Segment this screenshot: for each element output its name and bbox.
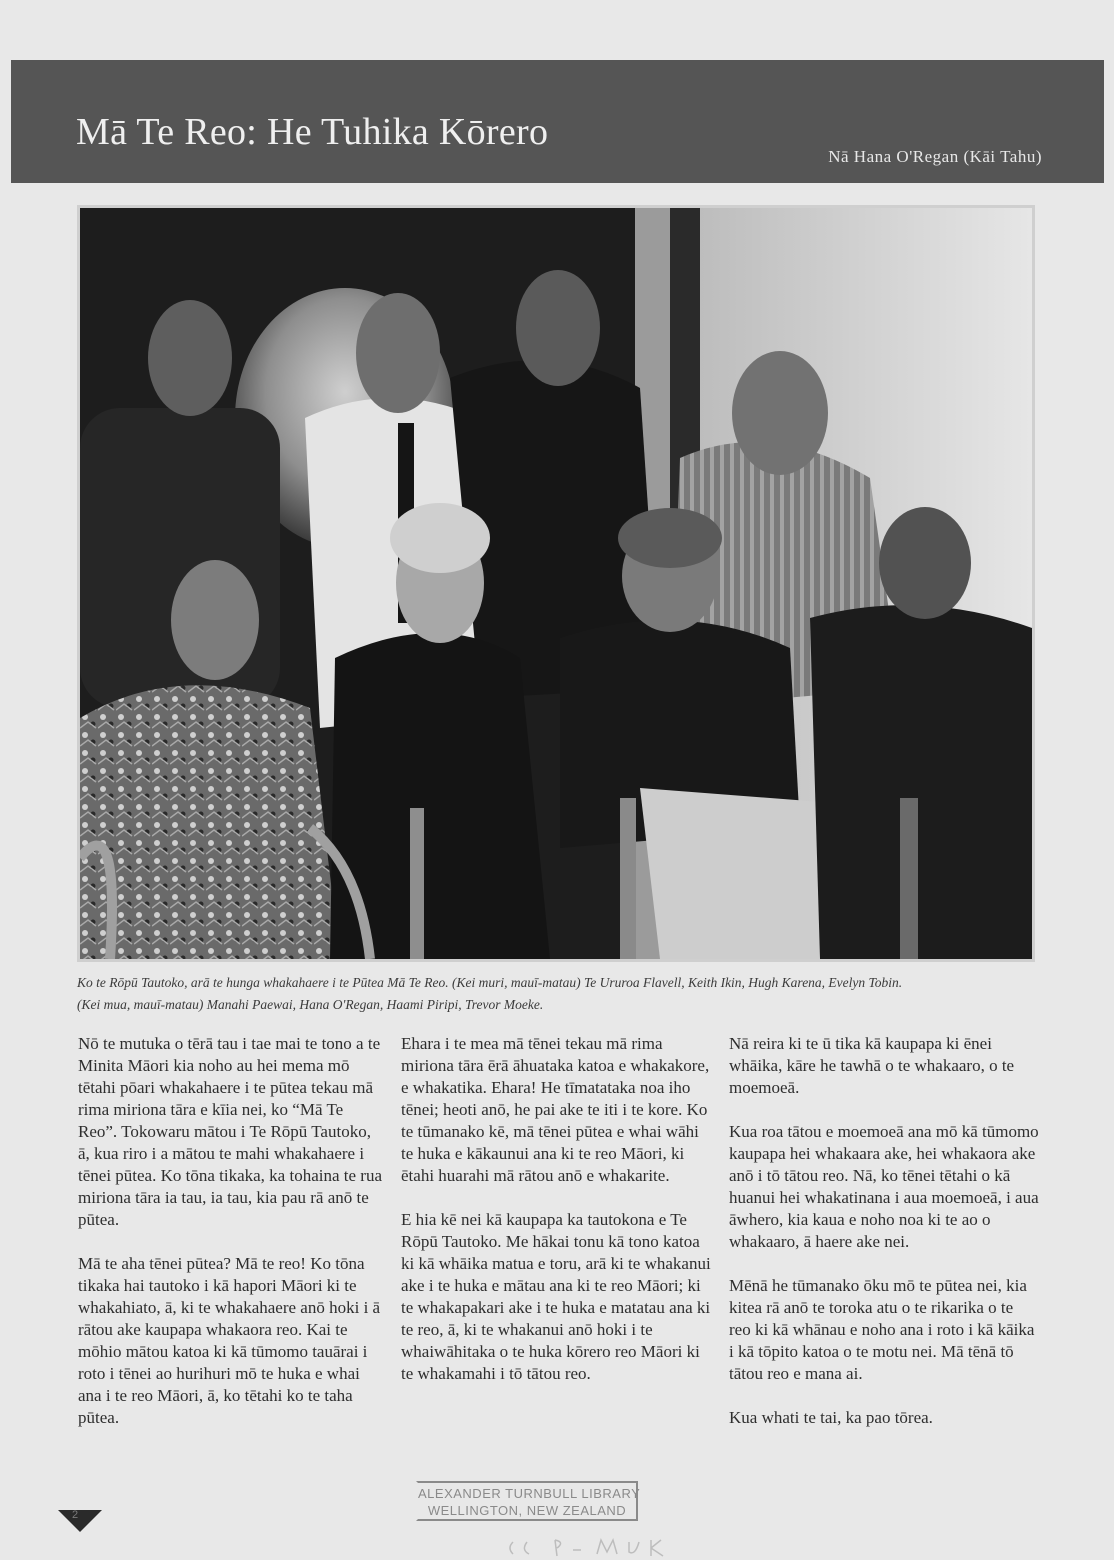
page-number-marker bbox=[58, 1508, 102, 1534]
article-byline: Nā Hana O'Regan (Kāi Tahu) bbox=[828, 147, 1042, 166]
paragraph: Mēnā he tūmanako ōku mō te pūtea nei, kia kitea rā anō te toroka atu o te rikarika o te reo ki kā whānau e noho ana i roto i kā kāika i kā tōpito katoa o te motu nei. Mā tēnā tō tātou reo e mana ai. bbox=[729, 1276, 1035, 1383]
paragraph: Ehara i te mea mā tēnei tekau mā rima miriona tāra ērā āhuataka katoa e whakakore, e whakatika. Ehara! He tīmatataka noa iho tēnei; heoti anō, he pai ake te iti i te kore. Ko te tūmanako kē, mā tēnei pūtea e whai wāhi te huka e kākaunui ana ki te reo Māori, ki ētahi huarahi mā rātou anō e whakarite. bbox=[401, 1034, 710, 1185]
group-photo-image bbox=[80, 208, 1032, 959]
paragraph: Nā reira ki te ū tika kā kaupapa ki ēnei whāika, kāre he tawhā o te whakaaro, o te moemoeā. bbox=[729, 1034, 1015, 1097]
photo-caption bbox=[77, 972, 1037, 1016]
handwritten-mark bbox=[505, 1530, 685, 1560]
page-number: 2 bbox=[72, 1509, 79, 1521]
article-title: Mā Te Reo: He Tuhika Kōrero bbox=[76, 111, 549, 153]
closing-proverb: Kua whati te tai, ka pao tōrea. bbox=[729, 1408, 933, 1427]
text-column-1 bbox=[78, 1033, 383, 1451]
stamp-line-1: ALEXANDER TURNBULL LIBRARY bbox=[418, 1486, 641, 1501]
paragraph: Nō te mutuka o tērā tau i tae mai te tono a te Minita Māori kia noho au hei mema mō tētahi pōari whakahaere i te pūtea tekau mā rima miriona tāra e kīia nei, ko “Mā Te Reo”. Tokowaru mātou i Te Rōpū Tautoko, ā, kua riro i a mātou te mahi whakahaere i tēnei pūtea. Ko tōna tikaka, ka tohaina te rua miriona tāra ia tau, ia tau, kia pau rā anō te pūtea. bbox=[78, 1034, 382, 1229]
library-stamp bbox=[416, 1481, 641, 1521]
text-column-2 bbox=[401, 1033, 711, 1407]
paragraph: Kua roa tātou e moemoeā ana mō kā tūmomo kaupapa hei whakaara ake, hei whakaora ake anō i tō tātou reo. Nā, ko tēnei tētahi o kā huanui hei whakatinana i aua moemoeā, i aua āwhero, kia kaua e noho noa ki te ao o whakaaro, ā haere ake nei. bbox=[729, 1122, 1039, 1251]
title-banner bbox=[11, 60, 1104, 183]
stamp-line-2: WELLINGTON, NEW ZEALAND bbox=[427, 1503, 627, 1518]
paragraph: Mā te aha tēnei pūtea? Mā te reo! Ko tōna tikaka hai tautoko i kā hapori Māori ki te whakahiato, ā, ki te whakahaere anō hoki i ā rātou ake kaupapa whakaora reo. Kai te mōhio mātou katoa ki kā tūmomo tauārai i roto i tēnei ao hurihuri mō te huka e whai ana i te reo Māori, ā, ko tētahi ko te taha pūtea. bbox=[78, 1254, 381, 1427]
caption-line-front-row: (Kei mua, mauī-matau) Manahi Paewai, Hana O'Regan, Haami Piripi, Trevor Moeke. bbox=[77, 997, 544, 1012]
text-column-3 bbox=[729, 1033, 1039, 1451]
triangle-icon bbox=[58, 1508, 102, 1534]
photo-frame bbox=[77, 205, 1035, 962]
caption-line-back-row: Ko te Rōpū Tautoko, arā te hunga whakahaere i te Pūtea Mā Te Reo. (Kei muri, mauī-matau) Te Ururoa Flavell, Keith Ikin, Hugh Karena, Evelyn Tobin. bbox=[77, 975, 903, 990]
paragraph: E hia kē nei kā kaupapa ka tautokona e Te Rōpū Tautoko. Me hākai tonu kā tono katoa ki kā whāika matua e toru, arā ki te whakanui ake i te huka e mātau ana ki te reo Māori; ki te whakapakari ake i te huka e matatau ana ki te reo, ā, ki te whakanui anō hoki i te whaiwāhitaka o te huka kōrero reo Māori ki te whakamahi i tō tātou reo. bbox=[401, 1210, 711, 1383]
